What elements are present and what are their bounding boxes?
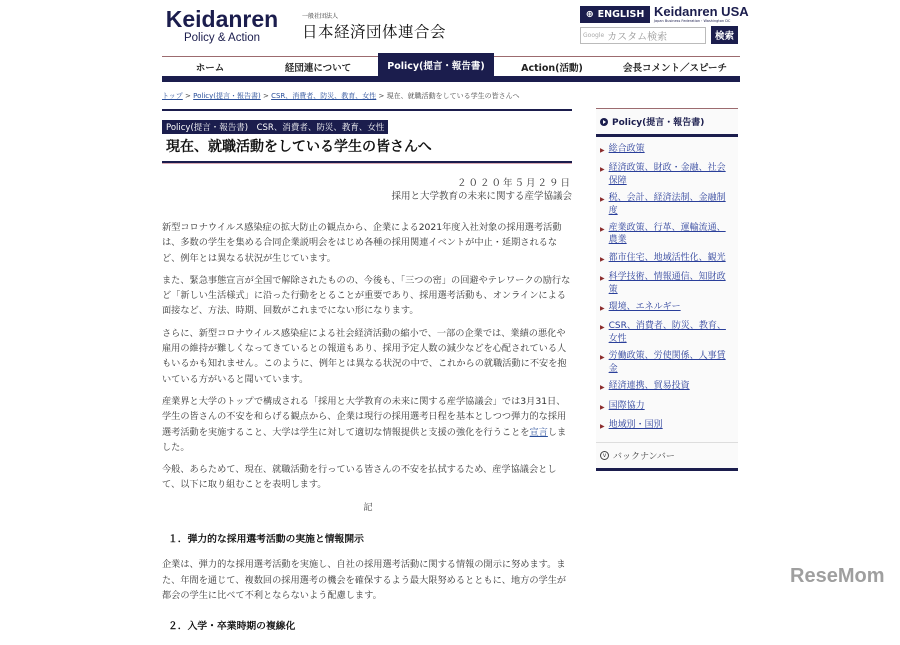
nav-comment[interactable]: 会長コメント／スピーチ bbox=[622, 63, 728, 74]
paragraph: 今般、あらためて、現在、就職活動を行っている皆さんの不安を払拭するため、産学協議会として、以下に取り組むことを表明します。 bbox=[162, 464, 557, 491]
keidanren-logo[interactable] bbox=[162, 6, 282, 44]
crumb-policy[interactable]: Policy(提言・報告書) bbox=[193, 92, 261, 100]
sidebar-item bbox=[600, 271, 734, 296]
crumb-top[interactable]: トップ bbox=[162, 92, 183, 100]
crumb-current: 現在、就職活動をしている学生の皆さんへ bbox=[386, 92, 520, 100]
english-label: ENGLISH bbox=[597, 9, 645, 20]
triangle-icon: ▶ bbox=[600, 422, 605, 430]
crumb-sep: > bbox=[185, 92, 191, 100]
jp-name: 日本経済団体連合会 bbox=[302, 23, 447, 41]
search-button[interactable]: 検索 bbox=[711, 26, 738, 44]
nav-about[interactable]: 経団連について bbox=[284, 63, 352, 74]
section-heading: ２．入学・卒業時期の複線化 bbox=[168, 621, 296, 633]
usa-sub: Japan Business Federation・Washington DC bbox=[654, 19, 731, 23]
sidebar-header[interactable] bbox=[596, 109, 738, 137]
triangle-icon: ▶ bbox=[600, 324, 605, 332]
back-number-label: バックナンバー bbox=[613, 452, 675, 463]
paragraph bbox=[162, 394, 574, 455]
globe-icon: ⊕ bbox=[585, 9, 594, 20]
sidebar-item bbox=[600, 350, 734, 375]
nav-bar-line bbox=[162, 76, 740, 82]
search-placeholder: カスタム検索 bbox=[607, 32, 668, 43]
jp-small: 一般社団法人 bbox=[302, 13, 339, 20]
jp-org-name bbox=[302, 11, 446, 42]
sidebar-item bbox=[600, 222, 734, 247]
sidebar-link[interactable]: 地域別・国別 bbox=[608, 419, 663, 430]
divider bbox=[162, 161, 572, 164]
sidebar-link[interactable]: 労働政策、労使関係、人事賃金 bbox=[608, 351, 726, 374]
resemom-watermark: ReseMom bbox=[790, 565, 885, 587]
nav-home[interactable]: ホーム bbox=[195, 63, 225, 74]
sidebar-link[interactable]: 産業政策、行革、運輸流通、農業 bbox=[608, 223, 726, 246]
chevron-down-icon: v bbox=[600, 451, 609, 460]
category-label: Policy(提言・報告書) CSR、消費者、防災、教育、女性 bbox=[162, 120, 388, 134]
crumb-csr[interactable]: CSR、消費者、防災、教育、女性 bbox=[271, 92, 377, 100]
date: ２０２０年５月２９日 bbox=[456, 178, 572, 189]
triangle-icon: ▶ bbox=[600, 354, 605, 362]
crumb-sep: > bbox=[378, 92, 385, 100]
sidebar-link[interactable]: 環境、エネルギー bbox=[608, 302, 681, 313]
nav-policy[interactable]: Policy(提言・報告書) bbox=[378, 53, 494, 77]
sidebar-item bbox=[600, 143, 734, 157]
sidebar-list bbox=[596, 137, 738, 442]
sidebar-link[interactable]: 科学技術、情報通信、知財政策 bbox=[608, 272, 726, 295]
sidebar-link[interactable]: CSR、消費者、防災、教育、女性 bbox=[608, 321, 726, 344]
sidebar-link[interactable]: 総合政策 bbox=[608, 144, 645, 154]
page-title: 現在、就職活動をしている学生の皆さんへ bbox=[166, 139, 432, 155]
author-org: 採用と大学教育の未来に関する産学協議会 bbox=[391, 191, 572, 202]
text: しました。 bbox=[162, 426, 567, 453]
section-heading: １．弾力的な採用選考活動の実施と情報開示 bbox=[168, 534, 364, 546]
breadcrumb bbox=[162, 91, 520, 101]
back-number-link[interactable] bbox=[596, 442, 738, 471]
sidebar-item bbox=[600, 252, 734, 266]
triangle-icon: ▶ bbox=[600, 305, 605, 313]
nav-action[interactable]: Action(活動) bbox=[521, 63, 583, 74]
sidebar-item bbox=[600, 301, 734, 315]
sidebar-item bbox=[600, 320, 734, 345]
text: 産業界と大学のトップで構成される「採用と大学教育の未来に関する産学協議会」では3月31日、学生の皆さんの不安を和らげる観点から、企業は現行の採用選考日程を基本としつつ弾力的な採用選考活動を実施すること、大学は学生に対して適切な情報提供と支援の強化を行うことを bbox=[162, 395, 567, 438]
logo-main: Keidanren bbox=[165, 6, 279, 32]
sidebar-link[interactable]: 経済連携、貿易投資 bbox=[608, 381, 690, 392]
usa-main: Keidanren USA bbox=[654, 4, 749, 19]
keidanren-usa-link[interactable] bbox=[654, 4, 749, 24]
search-input[interactable] bbox=[580, 27, 706, 44]
paragraph: 企業は、弾力的な採用選考活動を実施し、自社の採用選考活動に関する情報の開示に努めます。また、年間を通じて、複数回の採用選考の機会を確保するよう最大限努めるとともに、地方の学生が都会の学生に比べて不利とならないよう配慮します。 bbox=[162, 559, 567, 601]
paragraph: さらに、新型コロナウイルス感染症による社会経済活動の縮小で、一部の企業では、業績の悪化や雇用の維持が難しくなってきているとの報道もあり、採用予定人数の減少などを心配されている人もいるかも知れません。このように、例年とは異なる状況の中で、これからの就職活動に不安を抱いている方がいると聞いています。 bbox=[162, 327, 567, 385]
google-label: Google bbox=[583, 32, 605, 39]
triangle-icon: ▶ bbox=[600, 196, 605, 204]
sidebar-link[interactable]: 国際協力 bbox=[608, 400, 645, 411]
triangle-icon: ▶ bbox=[600, 226, 605, 234]
play-circle-icon bbox=[600, 118, 608, 126]
english-button[interactable] bbox=[580, 6, 650, 23]
ki-heading: 記 bbox=[363, 501, 373, 513]
sidebar-item bbox=[600, 419, 734, 433]
triangle-icon: ▶ bbox=[600, 166, 605, 174]
triangle-icon: ▶ bbox=[600, 403, 605, 411]
crumb-sep: > bbox=[262, 92, 269, 100]
triangle-icon: ▶ bbox=[600, 384, 605, 392]
sidebar bbox=[596, 108, 738, 471]
triangle-icon: ▶ bbox=[600, 275, 605, 283]
paragraph: また、緊急事態宣言が全国で解除されたものの、今後も、「三つの密」の回避やテレワークの励行など「新しい生活様式」に沿った行動をとることが重要であり、採用選考活動も、オンラインによる面接など、方法、時期、回数がこれまでにない形になります。 bbox=[162, 274, 571, 317]
sidebar-item bbox=[600, 380, 734, 394]
sidebar-item bbox=[600, 162, 734, 187]
sidebar-item bbox=[600, 400, 734, 414]
sidebar-item bbox=[600, 192, 734, 217]
triangle-icon: ▶ bbox=[600, 255, 605, 263]
sidebar-title: Policy(提言・報告書) bbox=[612, 118, 705, 128]
logo-sub: Policy & Action bbox=[183, 32, 261, 44]
sidebar-link[interactable]: 経済政策、財政・金融、社会保障 bbox=[608, 163, 726, 186]
sidebar-link[interactable]: 税、会計、経済法制、金融制度 bbox=[608, 193, 726, 216]
triangle-icon: ▶ bbox=[600, 147, 605, 154]
sidebar-link[interactable]: 都市住宅、地域活性化、観光 bbox=[608, 252, 726, 263]
divider bbox=[162, 109, 572, 111]
paragraph: 新型コロナウイルス感染症の拡大防止の観点から、企業による2021年度入社対象の採用選考活動は、多数の学生を集める合同企業説明会をはじめ各種の採用関連イベントが中止・延期されるなど、例年とは異なる状況が生じています。 bbox=[162, 222, 562, 264]
article-body bbox=[162, 220, 574, 645]
declaration-link[interactable]: 宣言 bbox=[529, 426, 548, 438]
